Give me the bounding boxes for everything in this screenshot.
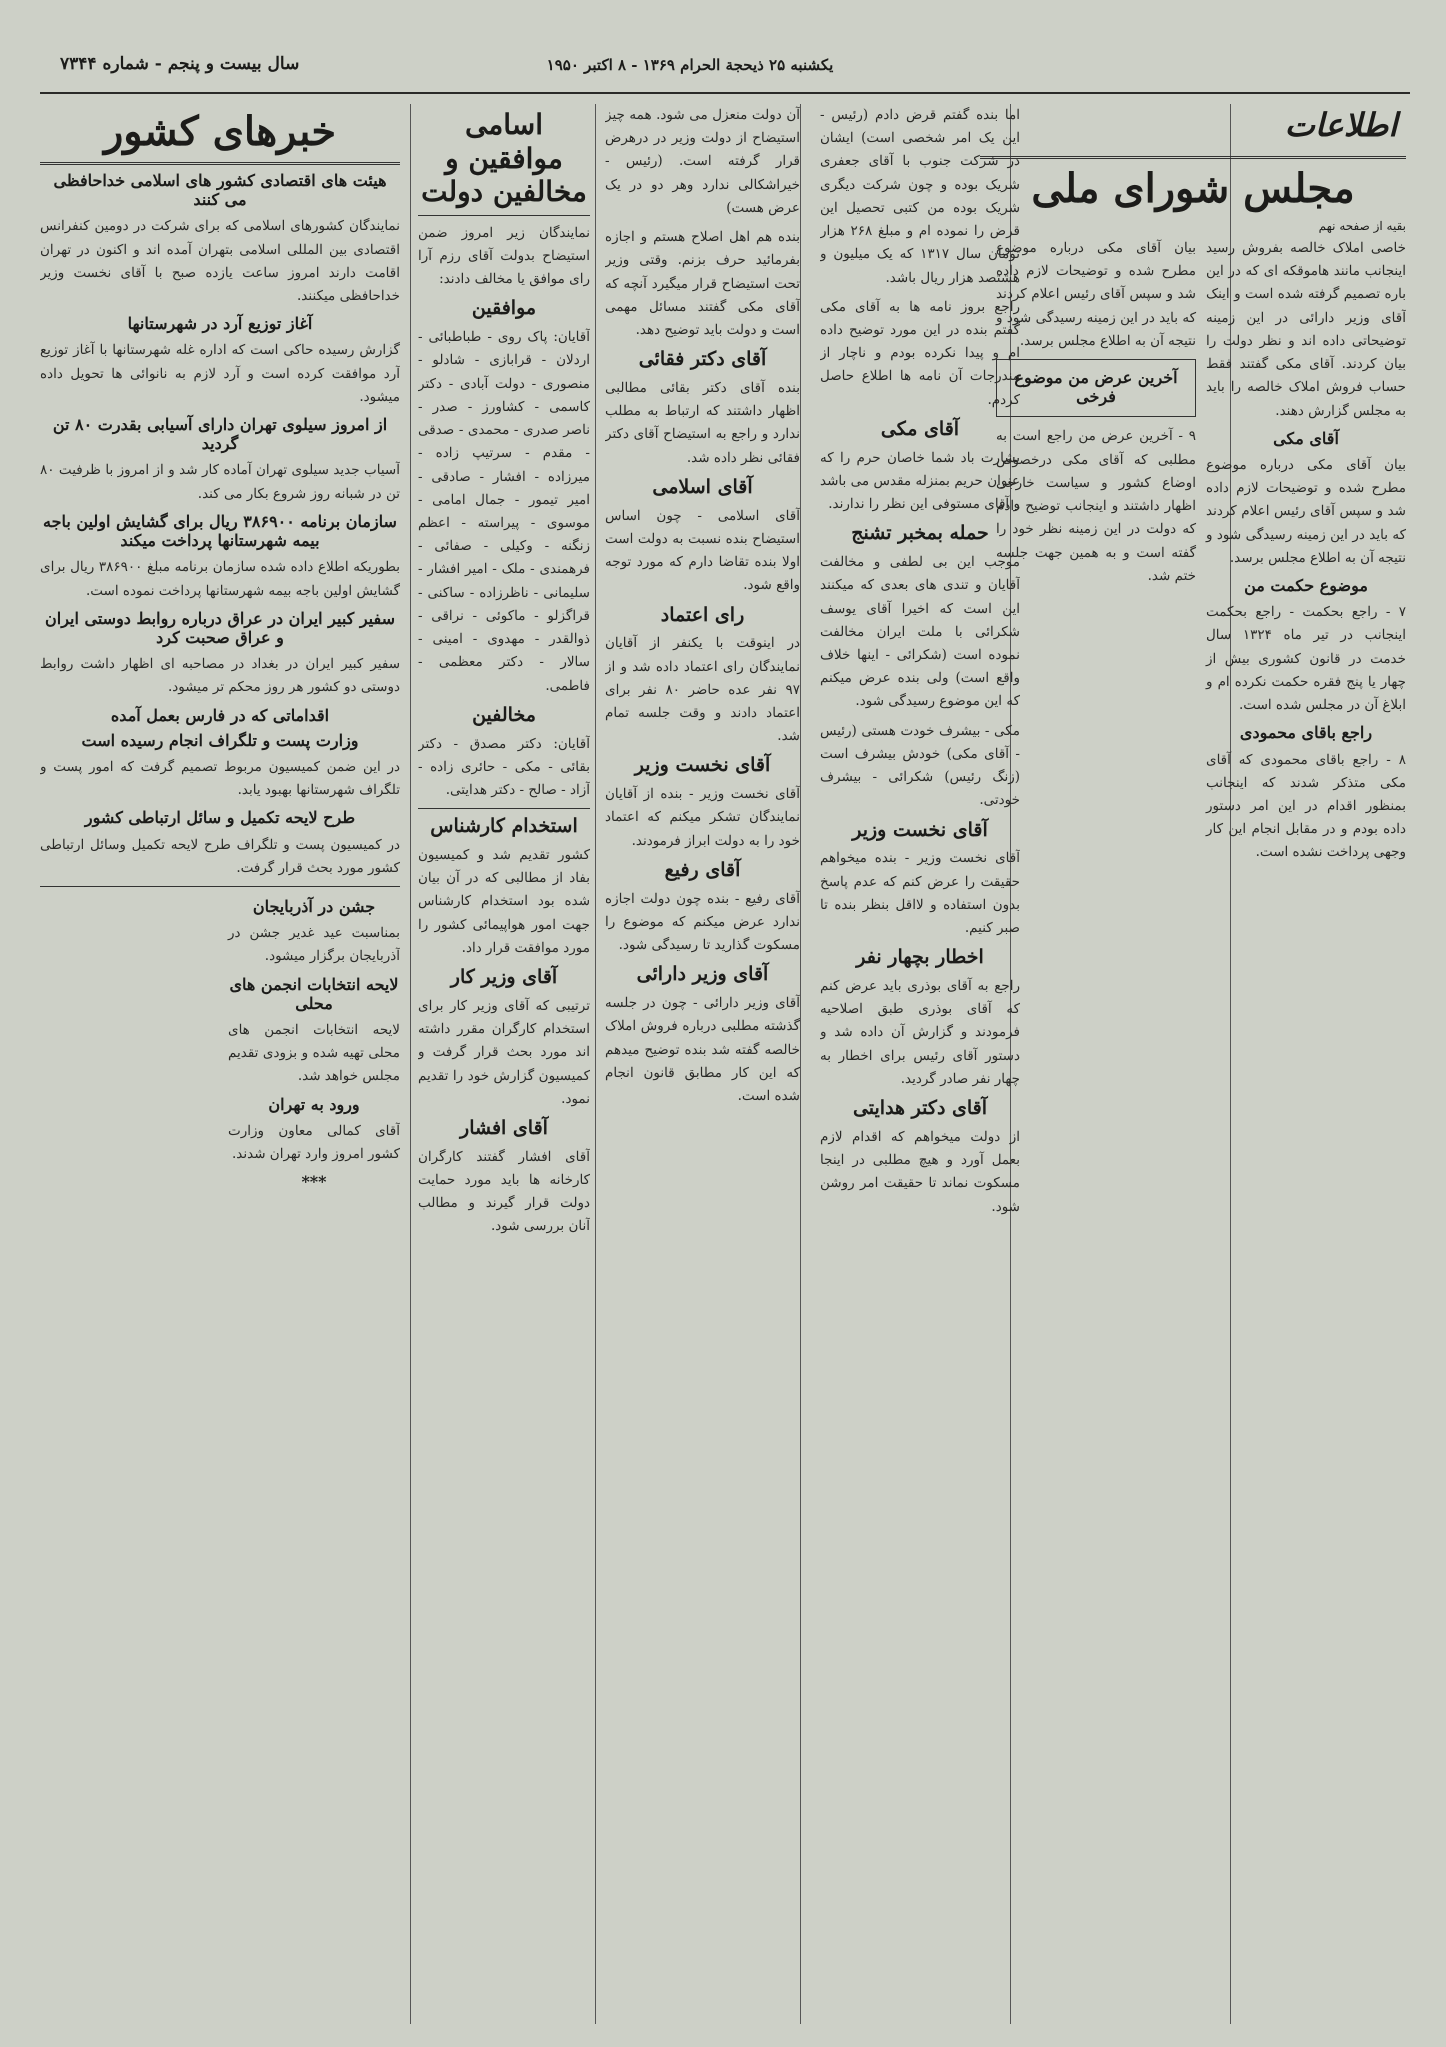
news-headline: هیئت های اقتصادی کشور های اسلامی خداحافظی می کنند <box>53 171 387 210</box>
paragraph: آسیاب جدید سیلوی تهران آماده کار شد و از امروز با ظرفیت ۸۰ تن در شبانه روز شروع بکار می کند. <box>40 462 400 502</box>
paragraph: در کمیسیون پست و تلگراف طرح لایحه تکمیل وسائل ارتباطی کشور مورد بحث قرار گرفت. <box>40 836 400 876</box>
paragraph: سفیر کبیر ایران در بغداد در مصاحبه ای اظهار داشت روابط دوستی دو کشور هر روز محکم تر میشود. <box>40 656 400 696</box>
parliament-column <box>980 150 1406 2047</box>
paragraph: موجب این بی لطفی و مخالفت آقایان و تندی های بعدی که میکنند این است که اخیرا آقای یوسف شکرائی با ملت ایران مخالفت نموده است (شکرائی - اینها خلاف واقع است) ولی بنده عرض میکنم که این موضوع رسیدگی شود. <box>820 554 1020 710</box>
paragraph: آقای رفیع - بنده چون دولت اجازه ندارد عرض میکنم که موضوع را مسکوت گذارید تا رسیدگی شود. <box>605 890 800 954</box>
subheading: مخالفین <box>472 703 536 726</box>
news-headline: سفیر کبیر ایران در عراق درباره روابط دوستی ایران و عراق صحبت کرد <box>45 608 395 647</box>
paragraph: آقای اسلامی - چون اساس استیضاح بنده نسبت به دولت است اولا بنده تقاضا دارم که مورد توجه واقع شود. <box>605 507 800 594</box>
subheading: حمله بمخبر تشنج <box>851 522 989 545</box>
paragraph: کشور تقدیم شد و کمیسیون بفاد از مطالبی که در آن بیان شده بود استخدام کارشناس جهت امور هواپیمائی کشور را مورد موافقت قرار داد. <box>418 846 590 956</box>
paragraph: از دولت میخواهم که اقدام لازم بعمل آورد و هیچ مطلبی در اینجا مسکوت نماند تا حقیقت امر روشن شود. <box>820 1128 1020 1215</box>
paragraph: راجع بروز نامه ها به آقای مکی گفتم بنده در این مورد توضیح داده ام و پیدا نکرده بودم و ناچار از مندرجات آن نامه ها اطلاع حاصل کردم. <box>820 298 1020 408</box>
news-headline: ورود به تهران <box>268 1094 360 1114</box>
paragraph: ترتیبی که آقای وزیر کار برای استخدام کارگران مقرر داشته اند مورد بحث قرار گرفت و کمیسیون گزارش خود را تقدیم نمود. <box>418 997 590 1107</box>
paragraph: مکی - بیشرف خودت هستی (رئیس - آقای مکی) خودش بیشرف است (زنگ رئیس) شکرائی - بیشرف خودتی. <box>820 722 1020 809</box>
column-divider <box>800 104 801 2024</box>
subheading: آقای وزیر دارائی <box>636 963 769 986</box>
subheading: استخدام کارشناس <box>430 815 578 838</box>
paragraph: گزارش رسیده حاکی است که اداره غله شهرستانها با آغاز توزیع آرد موافقت کرده است و آرد لازم به نانوائی ها تحویل داده میشود. <box>40 342 400 405</box>
article-column-b <box>605 104 800 2024</box>
paragraph: آقای نخست وزیر - بنده میخواهم حقیقت را عرض کنم که عدم پاسخ بدون استفاده و لااقل بنظر بنده تا صبر کنیم. <box>820 850 1020 936</box>
subheading: آقای اسلامی <box>652 475 753 498</box>
article-column-a <box>820 104 1020 2024</box>
paragraph: بمناسبت عید غدیر جشن در آذربایجان برگزار میشود. <box>228 925 400 965</box>
news-headline: وزارت پست و تلگراف انجام رسیده است <box>81 730 359 750</box>
column-divider <box>410 104 411 2024</box>
subheading: آقای دکتر هدایتی <box>852 1097 988 1120</box>
paragraph: ۷ - راجع بحکمت - راجع بحکمت اینجانب در تیر ماه ۱۳۲۴ سال خدمت در قانون کشوری بیش از چهار یا پنج فقره حکمت نکرده ام و ابلاغ آن در مجلس شده است. <box>1206 604 1406 714</box>
subheading: آقای مکی <box>1273 428 1339 448</box>
divider <box>40 162 400 165</box>
paragraph: راجع به آقای بوذری باید عرض کنم که آقای بوذری طبق اصلاحیه فرمودند و گزارش آن داده شد و دستور آقای رئیس برای اخطار به چهار نفر صادر گردید. <box>820 977 1020 1087</box>
paragraph: آن دولت منعزل می شود. همه چیز استیضاح از دولت وزیر در درهرض قرار گرفته است. (رئیس - خیراشکالی ندارد وهر دو در یک عرض هست) <box>605 107 800 216</box>
subheading: رای اعتماد <box>660 603 745 626</box>
paragraph: آقای افشار گفتند کارگران کارخانه ها باید مورد حمایت دولت قرار گیرند و مطالب آنان بررسی شود. <box>418 1148 590 1235</box>
masthead-rule <box>40 92 1410 94</box>
subheading: آقای نخست وزیر <box>634 754 771 777</box>
vote-list-column <box>418 104 590 2024</box>
issue-number: سال بیست و پنجم - شماره ۷۳۴۴ <box>60 54 300 74</box>
news-headline: از امروز سیلوی تهران دارای آسیابی بقدرت ۸۰ تن گردید <box>52 415 388 454</box>
column-divider <box>595 104 596 2024</box>
paragraph: در این ضمن کمیسیون مربوط تصمیم گرفت که امور پست و تلگراف شهرستانها بهبود یابد. <box>40 758 400 799</box>
subheading: آقای دکتر فقائی <box>638 348 767 371</box>
paragraph: بیان آقای مکی درباره موضوع مطرح شده و توضیحات لازم داده شد و سپس آقای رئیس اعلام کردند که باید در این زمینه رسیدگی شود و نتیجه آن به اطلاع مجلس برسد. <box>996 240 1196 349</box>
subheading: راجع باقای محمودی <box>1239 723 1373 743</box>
divider <box>418 808 590 809</box>
news-subcolumn <box>228 893 400 1197</box>
paragraph: آقای کمالی معاون وزارت کشور امروز وارد تهران شدند. <box>228 1122 400 1163</box>
divider <box>40 886 400 887</box>
paragraph: ۹ - آخرین عرض من راجع است به مطلبی که آقای مکی درخصوص اوضاع کشور و سیاست خارجی اظهار داشتند و اینجانب توضیح دادم که دولت در این زمینه نظر خود را گفته است و به همین جهت جلسه ختم شد. <box>996 428 1196 584</box>
news-headline: سازمان برنامه ۳۸۶۹۰۰ ریال برای گشایش اولین باجه بیمه شهرستانها پرداخت میکند <box>43 511 397 551</box>
paragraph: لایحه انتخابات انجمن های محلی تهیه شده و بزودی تقدیم مجلس خواهد شد. <box>228 1021 400 1085</box>
separator-stars: *** <box>301 1172 327 1192</box>
news-headline: طرح لایحه تکمیل و سائل ارتباطی کشور <box>84 808 356 828</box>
paragraph: بطوریکه اطلاع داده شده سازمان برنامه مبلغ ۳۸۶۹۰۰ ریال برای گشایش اولین باجه بیمه شهرستانها پرداخت نموده است. <box>40 559 400 599</box>
paragraph: بیان آقای مکی درباره موضوع مطرح شده و توضیحات لازم داده شد و سپس آقای رئیس اعلام کردند که باید در این زمینه رسیدگی شود و نتیجه آن به اطلاع مجلس برسد. <box>1206 456 1406 566</box>
news-headline: آغاز توزیع آرد در شهرستانها <box>127 314 313 334</box>
paragraph: اما بنده گفتم قرض دادم (رئیس - این یک امر شخصی است) ایشان در شرکت جنوب با آقای جعفری شریک بوده و چون شرکت دیگری شریک بوده من کتبی تحصیل این قرض را نموده ام و مبلغ ۲۶۸ هزار تومان سال ۱۳۱۷ که یک میلیون و هشتصد هزار ریال باشد. <box>820 107 1020 286</box>
paragraph: بشارت باد شما خاصان حرم را که عنوان حریم بمنزله مقدس می باشد و آقای مستوفی این نظر را ندارند. <box>820 449 1020 513</box>
boxed-subheading <box>996 359 1196 417</box>
subheading: موضوع حکمت من <box>1244 576 1368 596</box>
paragraph: آقایان: دکتر مصدق - دکتر بقائی - مکی - حائری زاده - آزاد - صالح - دکتر هدایتی. <box>418 735 590 798</box>
country-news-headline: خبرهای کشور <box>103 108 337 155</box>
subheading: آقای افشار <box>460 1116 548 1139</box>
continuation-note: بقیه از صفحه نهم <box>1318 219 1406 233</box>
vote-list-headline: اسامی موافقین و مخالفین دولت <box>421 108 587 209</box>
subheading: آقای رفیع <box>664 858 741 881</box>
parliament-subcolumn-right <box>1206 237 1406 871</box>
paragraph: نمایندگان کشورهای اسلامی که برای شرکت در دومین کنفرانس اقتصادی بین المللی اسلامی بتهران آمده اند و اکنون در تهران اقامت دارند امروز ساعت یازده صبح با آقای نخست وزیر خداحافظی میکنند. <box>40 218 400 305</box>
divider <box>980 156 1406 159</box>
parliament-headline: مجلس شورای ملی <box>1031 165 1355 212</box>
news-headline: اقداماتی که در فارس بعمل آمده <box>110 705 330 725</box>
paragraph: آقایان: پاک روی - طباطبائی - اردلان - قرابازی - شادلو - منصوری - دولت آبادی - دکتر کاسمی - کشاورز - صدر - ناصر صدری - محمدی - صدقی - مقدم - سرتیپ زاده - میرزاده - افشار - صادقی - امیر تیمور - جمال امامی - موسوی - پیراسته - اعظم زنگنه - وکیلی - صفائی - فرهمندی - ملک - امیر افشار - سلیمانی - ناظرزاده - ساکنی - قراگزلو - ماکوئی - نراقی - ذوالقدر - مهدوی - امینی - سالار - دکتر معظمی - فاطمی. <box>418 329 590 694</box>
paragraph: بنده آقای دکتر بقائی مطالبی اظهار داشتند که ارتباط به مطلب ندارد و راجع به استیضاح آقای دکتر فقائی نظر داده شد. <box>605 379 800 466</box>
paragraph: بنده هم اهل اصلاح هستم و اجازه بفرمائید حرف بزنم. وقتی وزیر تحت استیضاح قرار میگیرد آنچه که آقای مکی گفتند مسائل مهمی است و دولت باید توضیح دهد. <box>605 229 800 338</box>
parliament-subcolumn-left <box>996 237 1196 594</box>
date-line: یکشنبه ۲۵ ذیحجة الحرام ۱۳۶۹ - ۸ اکتبر ۱۹۵۰ <box>546 56 834 74</box>
paragraph: آقای وزیر دارائی - چون در جلسه گذشته مطلبی درباره فروش املاک خالصه گفته شد بنده توضیح میدهم که این کار مطابق قانون انجام شده است. <box>605 995 800 1104</box>
news-headline: لایحه انتخابات انجمن های محلی <box>229 974 399 1013</box>
paragraph: خاصی املاک خالصه بفروش رسید اینجانب مانند هاموقکه ای که در این باره تصمیم گرفته شده است و اینک آقای وزیر دارائی در این زمینه توضیحاتی داده اند و نظر دولت را بیان کردند. آقای مکی گفتند فقط حساب فروش املاک خالصه را باید به مجلس گزارش دهند. <box>1206 240 1406 419</box>
paragraph: در اینوقت با یکنفر از آقایان نمایندگان رای اعتماد داده شد و از ۹۷ نفر عده حاضر ۸۰ نفر برای اعتماد دادند و وقت جلسه تمام شد. <box>605 635 800 745</box>
subheading: اخطار بچهار نفر <box>856 946 984 969</box>
subheading: موافقین <box>471 297 537 320</box>
subheading: آقای مکی <box>880 417 960 440</box>
subheading: آخرین عرض من موضوع فرخی <box>1014 368 1178 407</box>
paragraph: آقای نخست وزیر - بنده از آقایان نمایندگان تشکر میکنم که اعتماد خود را به دولت ابراز فرمودند. <box>605 786 800 849</box>
subheading: آقای وزیر کار <box>450 966 558 989</box>
paragraph: ۸ - راجع باقای محمودی که آقای مکی متذکر شدند که اینجانب بمنظور اقدام در این امر دستور داده بودم و در مقابل انجام این کار وجهی پرداخت نشده است. <box>1206 751 1406 861</box>
news-headline: جشن در آذربایجان <box>252 896 376 916</box>
newspaper-logo: اطلاعات <box>1284 106 1398 144</box>
country-news-column <box>40 104 400 2024</box>
divider <box>418 215 590 216</box>
subheading: آقای نخست وزیر <box>852 818 988 841</box>
paragraph: نمایندگان زیر امروز ضمن استیضاح بدولت آقای رزم آرا رای موافق یا مخالف دادند: <box>418 224 590 288</box>
